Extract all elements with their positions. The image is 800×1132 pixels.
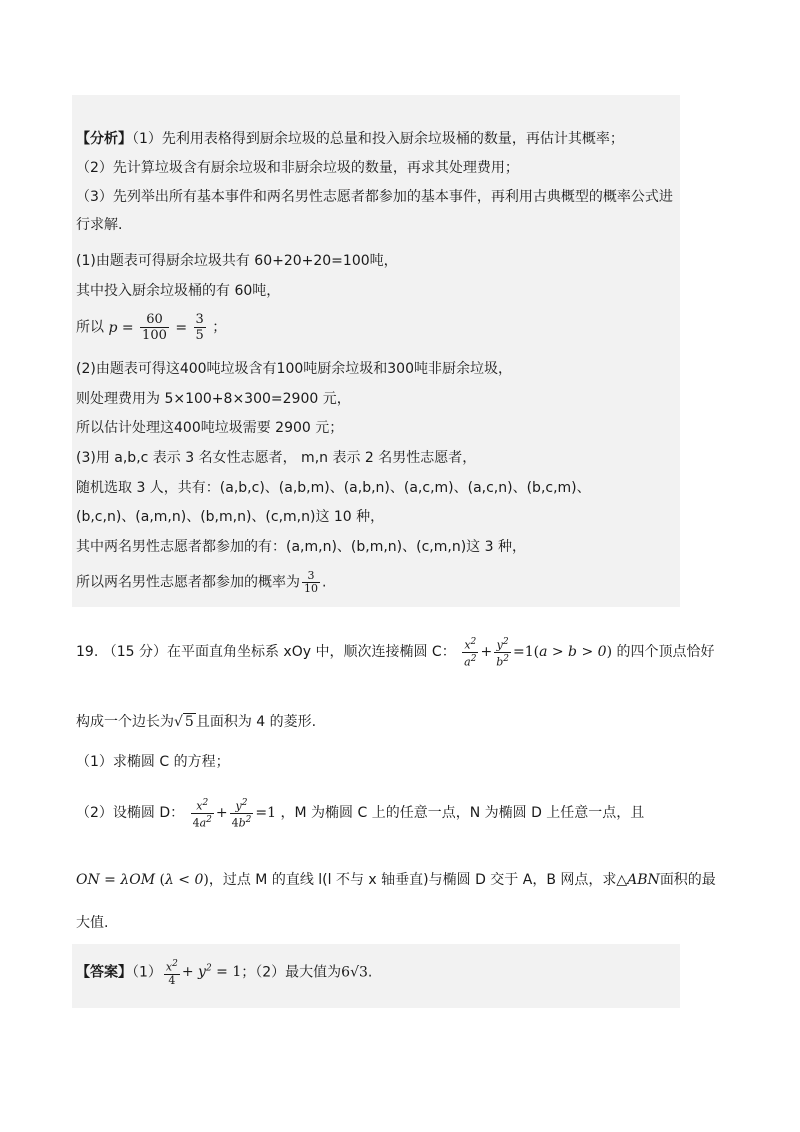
- triangle-abn: △ABN: [616, 872, 660, 888]
- vector-equation: ON = λOM (λ < 0): [76, 872, 209, 888]
- line-condition-text: ，过点 M 的直线 l(l 不与 x 轴垂直)与椭圆 D 交于 A，B 网点，求: [208, 872, 617, 888]
- analysis-step3b: 行求解.: [76, 217, 123, 233]
- answer-end: .: [367, 964, 373, 981]
- question-part2: [76, 797, 644, 829]
- question-line1: [76, 636, 714, 668]
- question-part1: （1）求椭圆 C 的方程；: [76, 754, 230, 770]
- question-intro: 19. （15 分）在平面直角坐标系 xOy 中，顺次连接椭圆 C：: [76, 644, 456, 661]
- solution3-line1: (3)用 a,b,c 表示 3 名女性志愿者， m,n 表示 2 名男性志愿者，: [76, 450, 477, 466]
- question-intro-end: 的四个顶点恰好: [616, 644, 715, 661]
- solution2-line3: 所以估计处理这400吨垃圾需要 2900 元；: [76, 420, 344, 436]
- solution3-line2: 随机选取 3 人，共有：(a,b,c)、(a,b,m)、(a,b,n)、(a,c,m)、(a,c,n)、(b,c,m)、: [76, 480, 591, 496]
- analysis-step1: （1）先利用表格得到厨余垃圾的总量和投入厨余垃圾桶的数量，再估计其概率；: [132, 131, 624, 147]
- solution1-prefix: 所以: [76, 319, 104, 336]
- solution1-line2: 其中投入厨余垃圾桶的有 60吨，: [76, 283, 281, 299]
- solution1-line3: [76, 312, 226, 343]
- part2-text: ，M 为椭圆 C 上的任意一点，N 为椭圆 D 上任意一点，且: [280, 805, 645, 822]
- ellipse-d-equation: $\frac{x^2}{4a^2}$ + $\frac{y^2}{4b^2}$ =1: [192, 798, 277, 830]
- area-max-text: 面积的最: [659, 872, 716, 888]
- probability-fraction: $\frac{3}{10}$: [304, 569, 318, 595]
- solution2-line1: (2)由题表可得这400吨垃圾含有100吨厨余垃圾和300吨非厨余垃圾，: [76, 361, 512, 377]
- side-length-text: 构成一个边长为: [76, 714, 174, 730]
- answer-equation: $\frac{x^2}{4}$ + $y^2 = 1$: [165, 959, 242, 987]
- answer-label: 【答案】: [76, 964, 132, 981]
- answer-line: [76, 958, 372, 987]
- analysis-line-1: [76, 129, 624, 149]
- solution3-prefix: 所以两名男性志愿者都参加的概率为: [76, 574, 300, 591]
- question-line5: [76, 870, 716, 890]
- probability-equation: p = $\frac{60}{100}$ = $\frac{3}{5}$: [108, 312, 204, 343]
- answer-part1: （1）: [132, 964, 162, 981]
- question-line6: 大值.: [76, 915, 109, 931]
- solution1-line1: (1)由题表可得厨余垃圾共有 60+20+20=100吨，: [76, 253, 398, 269]
- solution3-line4: 其中两名男性志愿者都参加的有：(a,m,n)、(b,m,n)、(c,m,n)这 3 种，: [76, 539, 526, 555]
- solution3-suffix: .: [322, 574, 327, 591]
- solution1-suffix: ；: [212, 319, 227, 336]
- analysis-step2: （2）先计算垃圾含有厨余垃圾和非厨余垃圾的数量，再求其处理费用；: [76, 160, 519, 176]
- answer-middle: ；（2）最大值为: [241, 964, 342, 981]
- question-line2: [76, 712, 316, 732]
- sqrt5: √ 5: [174, 714, 194, 730]
- solution3-line3: (b,c,n)、(a,m,n)、(b,m,n)、(c,m,n)这 10 种，: [76, 509, 385, 525]
- ellipse-c-equation: $\frac{x^2}{a^2}$ + $\frac{y^2}{b^2}$ =1(a > b > 0): [464, 637, 613, 669]
- area-text: 且面积为 4 的菱形.: [195, 714, 317, 730]
- analysis-step3a: （3）先列举出所有基本事件和两名男性志愿者都参加的基本事件，再利用古典概型的概率公式进: [76, 189, 673, 205]
- solution3-line5: [76, 570, 326, 595]
- part2-intro: （2）设椭圆 D：: [76, 805, 185, 822]
- solution2-line2: 则处理费用为 5×100+8×300=2900 元，: [76, 391, 351, 407]
- answer-max-value: 6√3: [341, 964, 368, 981]
- analysis-heading: 【分析】: [76, 131, 132, 147]
